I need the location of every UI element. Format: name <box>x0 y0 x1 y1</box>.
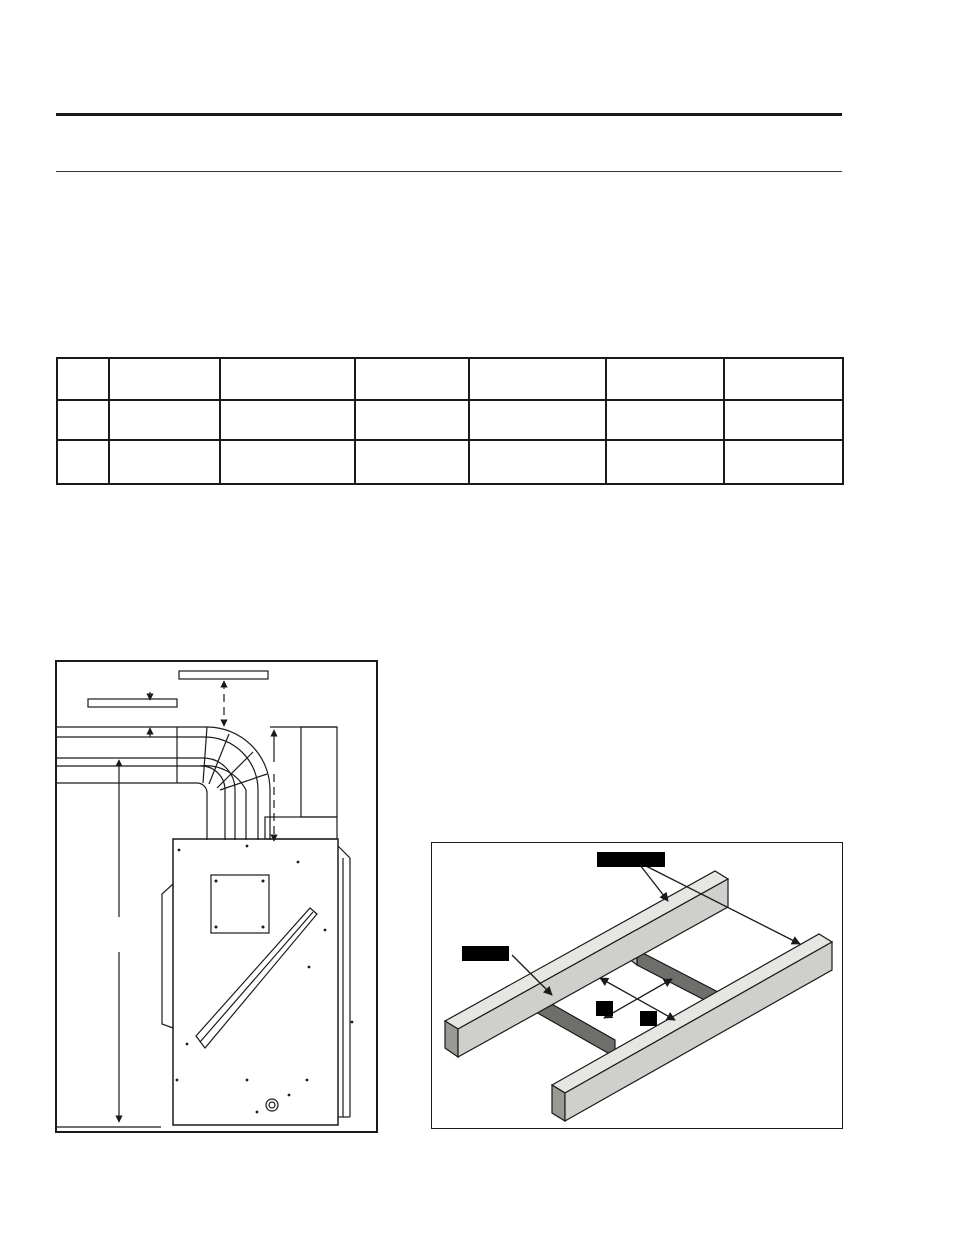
table-cell <box>724 358 843 400</box>
header-rule-thin <box>56 171 842 172</box>
table-cell <box>469 358 606 400</box>
callout-label <box>597 852 665 867</box>
table-cell <box>220 400 355 440</box>
table-row <box>57 358 843 400</box>
table-cell <box>724 440 843 484</box>
table-cell <box>355 440 469 484</box>
table-cell <box>606 440 724 484</box>
table-cell <box>57 358 109 400</box>
table-cell <box>220 358 355 400</box>
side-panel <box>162 884 173 1028</box>
dimension-label-box <box>179 671 268 679</box>
table-cell <box>355 400 469 440</box>
table-cell <box>220 440 355 484</box>
table-cell <box>355 358 469 400</box>
furnace-clearance-figure <box>55 660 378 1133</box>
callout-label <box>640 1011 657 1026</box>
access-panel <box>211 875 269 933</box>
table-cell <box>109 358 220 400</box>
table-row <box>57 400 843 440</box>
table-row <box>57 440 843 484</box>
specification-table <box>56 357 844 485</box>
table-cell <box>57 400 109 440</box>
header-rule-thick <box>56 113 842 116</box>
callout-label <box>462 946 509 961</box>
support-frame-drawing <box>432 843 842 1128</box>
support-frame-figure <box>431 842 843 1129</box>
furnace-cabinet <box>173 839 338 1125</box>
table-cell <box>724 400 843 440</box>
table-cell <box>469 400 606 440</box>
dimension-label-box <box>88 699 177 707</box>
table-cell <box>57 440 109 484</box>
table-cell <box>606 400 724 440</box>
table-cell <box>109 440 220 484</box>
table-cell <box>109 400 220 440</box>
gas-inlet <box>266 1099 278 1111</box>
furnace-clearance-drawing <box>57 662 376 1131</box>
table-cell <box>469 440 606 484</box>
callout-label <box>596 1001 613 1016</box>
table-cell <box>606 358 724 400</box>
side-plenum <box>301 727 337 817</box>
